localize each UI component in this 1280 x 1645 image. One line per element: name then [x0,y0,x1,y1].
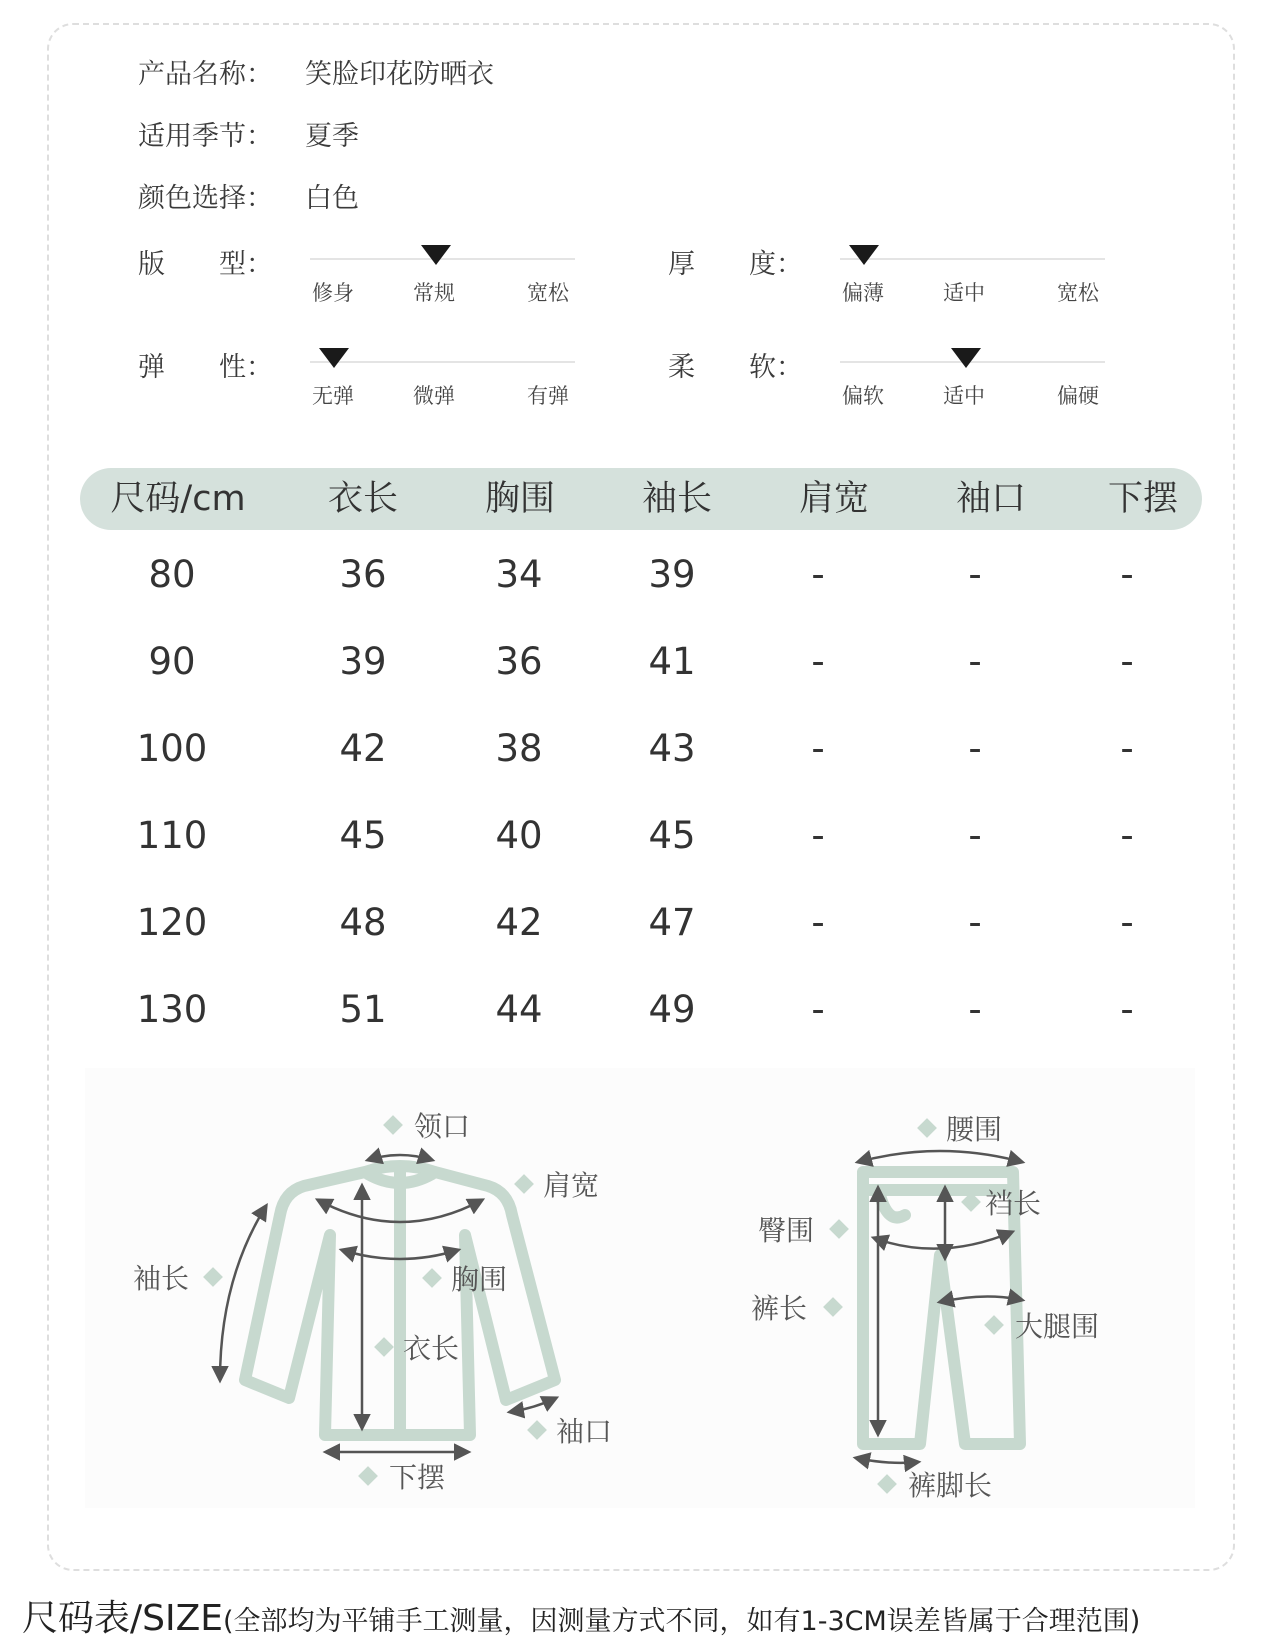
elasticity-label: 弹 性： [138,352,273,383]
label-hip: 臀围 [758,1214,815,1247]
softness-option: 适中 [943,384,985,408]
table-cell: - [968,727,982,770]
table-cell: 42 [339,727,387,770]
table-cell: 44 [495,988,543,1031]
table-cell: - [968,814,982,857]
label-pants-length: 裤长 [751,1292,808,1325]
table-cell: - [811,640,825,683]
table-cell: 39 [648,553,696,596]
label-waist: 腰围 [946,1113,1003,1146]
size-cell: 120 [136,901,208,944]
header-hem: 下摆 [1107,479,1179,519]
label-sleeve: 袖长 [133,1262,190,1295]
table-cell: 49 [648,988,696,1031]
elasticity-option: 有弹 [527,384,569,408]
label-cuff: 袖口 [556,1415,613,1448]
footer-title: 尺码表/SIZE [22,1598,224,1639]
label-shoulder: 肩宽 [543,1169,600,1202]
softness-label: 柔 软： [668,352,803,383]
table-cell: - [811,988,825,1031]
season-value: 夏季 [305,121,359,152]
header-length: 衣长 [327,479,399,519]
shirt-illustration [245,1166,555,1435]
fit-option: 修身 [312,281,354,305]
table-cell: 51 [339,988,387,1031]
season-label: 适用季节： [138,121,273,152]
size-cell: 130 [136,988,208,1031]
table-cell: 45 [339,814,387,857]
table-cell: - [811,553,825,596]
size-cell: 100 [136,727,208,770]
table-cell: 36 [339,553,387,596]
label-length: 衣长 [403,1332,460,1365]
table-cell: - [811,727,825,770]
label-collar: 领口 [414,1110,471,1143]
color-value: 白色 [305,183,359,214]
table-cell: - [811,814,825,857]
table-cell: - [968,901,982,944]
label-hem: 下摆 [389,1461,446,1494]
table-cell: 43 [648,727,696,770]
elasticity-option: 微弹 [413,384,455,408]
fit-option: 常规 [413,281,455,305]
table-cell: 41 [648,640,696,683]
table-cell: - [1120,640,1134,683]
header-shoulder: 肩宽 [798,479,870,519]
thickness-option: 宽松 [1057,281,1099,305]
table-cell: 47 [648,901,696,944]
table-cell: 34 [495,553,543,596]
footer-note: (全部均为平铺手工测量，因测量方式不同，如有1-3CM误差皆属于合理范围) [223,1606,1141,1637]
elasticity-option: 无弹 [312,384,354,408]
label-thigh: 大腿围 [1015,1310,1100,1343]
size-cell: 110 [136,814,208,857]
fit-option: 宽松 [527,281,569,305]
thickness-label: 厚 度： [668,249,803,280]
header-chest: 胸围 [484,479,556,519]
table-cell: 48 [339,901,387,944]
table-cell: 39 [339,640,387,683]
table-cell: - [1120,553,1134,596]
thickness-option: 适中 [943,281,985,305]
thickness-option: 偏薄 [842,281,884,305]
table-cell: 40 [495,814,543,857]
table-cell: - [1120,727,1134,770]
footer-caption [22,1590,1140,1641]
table-cell: 36 [495,640,543,683]
fit-label: 版 型： [138,249,273,280]
table-cell: 45 [648,814,696,857]
table-cell: 42 [495,901,543,944]
table-cell: - [968,988,982,1031]
table-cell: - [811,901,825,944]
table-cell: - [1120,988,1134,1031]
label-leg-opening: 裤脚长 [908,1469,993,1502]
product-name-value: 笑脸印花防晒衣 [305,59,494,90]
table-cell: 38 [495,727,543,770]
label-rise: 裆长 [985,1187,1042,1220]
color-label: 颜色选择： [138,183,273,214]
table-cell: - [1120,814,1134,857]
table-cell: - [968,553,982,596]
product-name-label: 产品名称： [138,59,273,90]
header-size: 尺码/cm [110,479,246,519]
header-cuff: 袖口 [955,479,1027,519]
size-cell: 90 [148,640,196,683]
table-cell: - [1120,901,1134,944]
size-cell: 80 [148,553,196,596]
header-sleeve: 袖长 [641,479,713,519]
table-cell: - [968,640,982,683]
softness-option: 偏硬 [1057,384,1099,408]
softness-option: 偏软 [842,384,884,408]
label-chest: 胸围 [451,1263,508,1296]
